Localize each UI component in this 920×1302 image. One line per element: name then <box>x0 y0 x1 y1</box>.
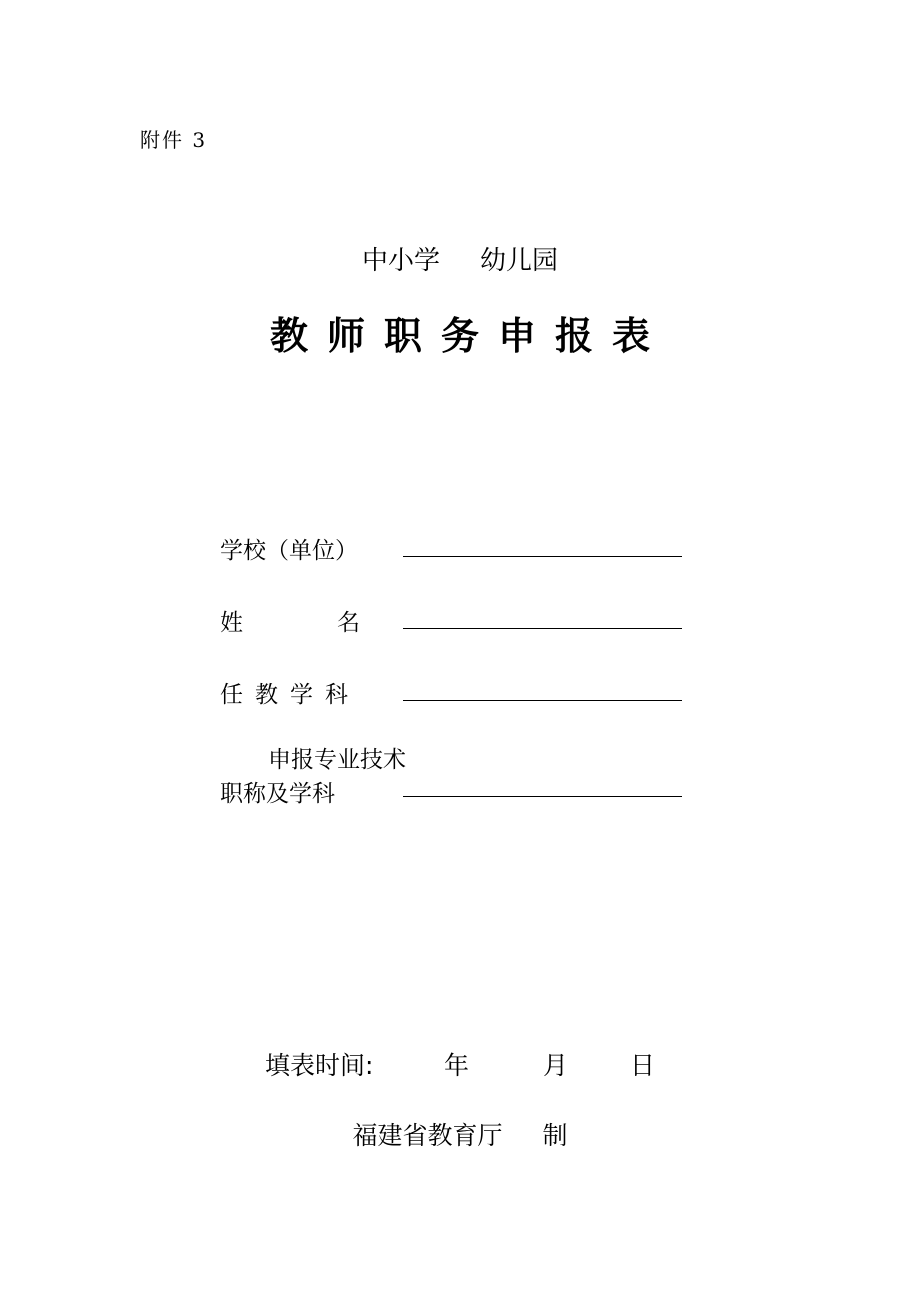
issuer-footer <box>0 1116 920 1152</box>
name-label-char2: 名 <box>337 610 360 636</box>
school-field[interactable] <box>403 556 682 557</box>
subtitle-primary-school: 中小学 <box>361 246 440 276</box>
date-month: 月 <box>543 1051 569 1080</box>
issuer-suffix: 制 <box>542 1121 568 1150</box>
subject-field[interactable] <box>403 700 682 701</box>
name-field[interactable] <box>403 628 682 629</box>
form-subtitle <box>0 240 920 277</box>
name-label-char1: 姓 <box>220 610 243 636</box>
attachment-label: 附件 3 <box>140 128 208 152</box>
title-label-line1: 申报专业技术 <box>268 747 406 773</box>
date-year: 年 <box>444 1051 470 1080</box>
subtitle-kindergarten: 幼儿园 <box>480 246 559 276</box>
date-label: 填表时间: <box>265 1051 374 1080</box>
date-day: 日 <box>630 1051 656 1080</box>
issuer-name: 福建省教育厅 <box>352 1121 503 1150</box>
name-label <box>220 604 360 643</box>
form-title: 教师职务申报表 <box>269 314 669 358</box>
title-field[interactable] <box>403 796 682 797</box>
subject-label: 任教学科 <box>220 682 360 708</box>
school-label: 学校（单位） <box>220 538 358 564</box>
title-label-line2: 职称及学科 <box>220 781 335 807</box>
